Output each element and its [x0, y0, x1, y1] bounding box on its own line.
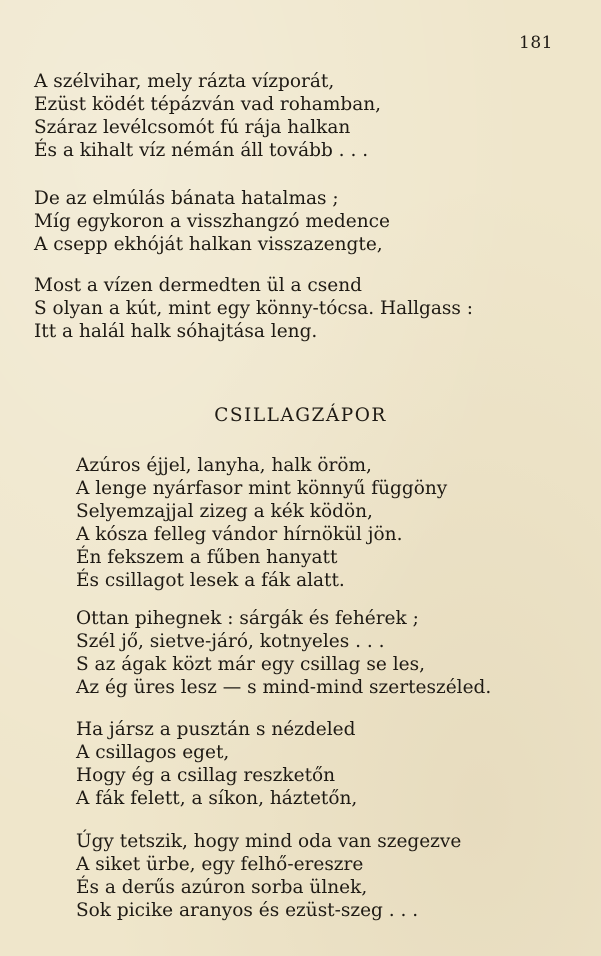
poem-line: Száraz levélcsomót fú rája halkan — [34, 117, 351, 138]
stanza — [34, 187, 390, 256]
poem-line: És csillagot lesek a fák alatt. — [76, 570, 345, 591]
poem-line: Az ég üres lesz — s mind-mind szerteszéled. — [76, 677, 492, 698]
stanza — [34, 70, 381, 162]
poem-line: Ezüst ködét tépázván vad rohamban, — [34, 94, 382, 115]
stanza — [76, 718, 357, 810]
poem-line: S az ágak közt már egy csillag se les, — [76, 654, 425, 675]
poem-line: A siket ürbe, egy felhő-ereszre — [76, 854, 364, 875]
poem-line: A fák felett, a síkon, háztetőn, — [76, 788, 358, 809]
page-number: 181 — [519, 33, 553, 53]
poem-line: A csillagos eget, — [76, 742, 230, 763]
poem-line: Itt a halál halk sóhajtása leng. — [34, 321, 318, 342]
poem-line: Míg egykoron a visszhangzó medence — [34, 211, 390, 232]
poem-line: Azúros éjjel, lanyha, halk öröm, — [76, 455, 372, 476]
poem-line: Ottan pihegnek : sárgák és fehérek ; — [76, 608, 419, 629]
poem-line: Szél jő, sietve-járó, kotnyeles . . . — [76, 631, 385, 652]
poem-line: A csepp ekhóját halkan visszazengte, — [34, 234, 383, 255]
poem-line: A lenge nyárfasor mint könnyű függöny — [76, 478, 448, 499]
poem-line: Úgy tetszik, hogy mind oda van szegezve — [76, 831, 462, 852]
poem-line: És a kihalt víz némán áll tovább . . . — [34, 140, 369, 161]
poem-line: Ha jársz a pusztán s nézdeled — [76, 719, 356, 740]
poem-line: Hogy ég a csillag reszketőn — [76, 765, 336, 786]
poem-line: S olyan a kút, mint egy könny-tócsa. Hallgass : — [34, 298, 473, 319]
poem-line: De az elmúlás bánata hatalmas ; — [34, 188, 339, 209]
poem-line: Most a vízen dermedten ül a csend — [34, 275, 362, 296]
poem-line: Én fekszem a fűben hanyatt — [76, 547, 338, 568]
stanza — [76, 830, 461, 922]
poem-title: CSILLAGZÁPOR — [214, 405, 387, 426]
stanza — [76, 607, 491, 699]
poem-line: Selyemzajjal zizeg a kék ködön, — [76, 501, 373, 522]
poem-line: A szélvihar, mely rázta vízporát, — [34, 71, 335, 92]
stanza — [76, 454, 447, 592]
poem-line: A kósza felleg vándor hírnökül jön. — [76, 524, 403, 545]
stanza — [34, 274, 473, 343]
poem-line: És a derűs azúron sorba ülnek, — [76, 877, 368, 898]
poem-line: Sok picike aranyos és ezüst-szeg . . . — [76, 900, 419, 921]
